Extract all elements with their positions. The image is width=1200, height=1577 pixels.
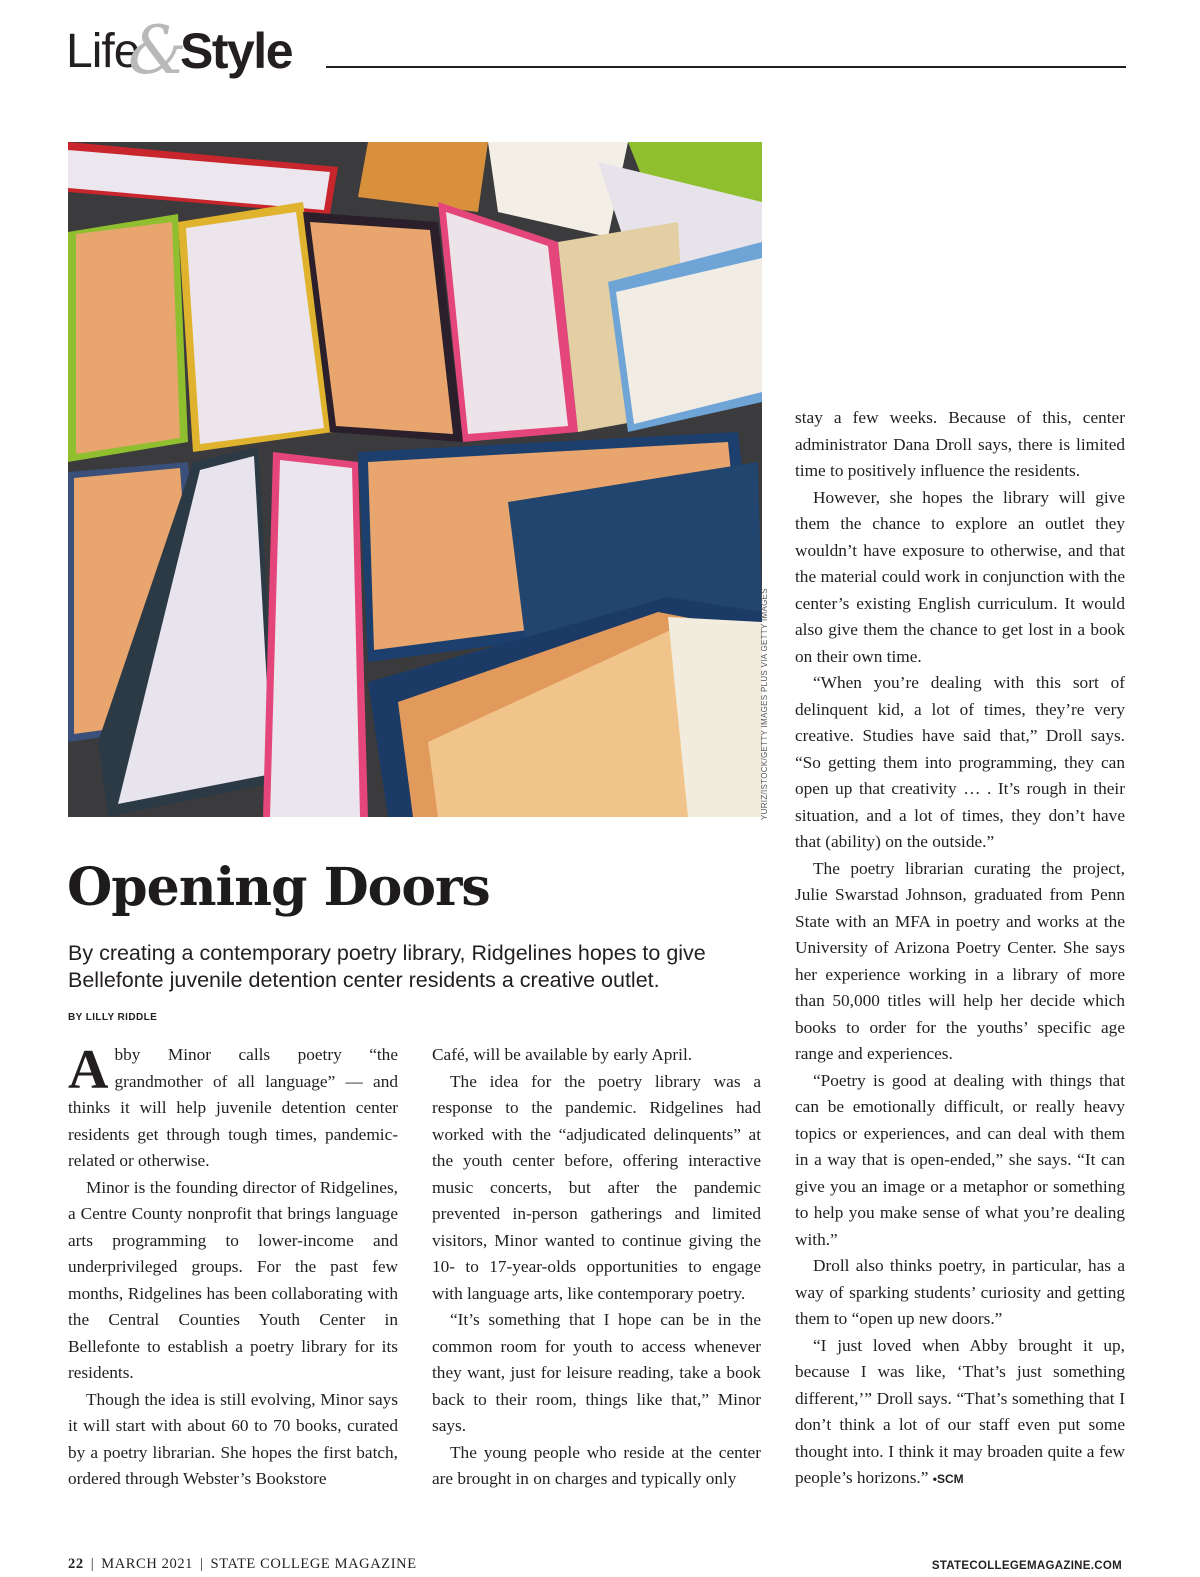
section-label-style: Style <box>180 23 293 79</box>
paragraph: stay a few weeks. Because of this, center administrator Dana Droll says, there is limited time to positively influence the residents. <box>795 408 1125 480</box>
article-byline: BY LILLY RIDDLE <box>68 1012 158 1023</box>
footer-website[interactable]: STATECOLLEGEMAGAZINE.COM <box>931 1560 1122 1572</box>
article-column-1 <box>68 1039 398 1493</box>
paragraph: “Poetry is good at dealing with things that can be emotionally difficult, or really heavy topics or experiences, and can deal with them in a way that is open-ended,” she says. “It can give you an image or a metaphor or something to help you make sense of what you’re dealing with.” <box>795 1070 1125 1249</box>
paragraph: “I just loved when Abby brought it up, because I was like, ‘That’s just something different,’” Droll says. “That’s something that I don’t think a lot of our staff even put some thought into. I think it may broaden quite a few people’s horizons.” •SCM <box>795 1335 1125 1487</box>
article-column-2 <box>432 1042 761 1493</box>
paragraph: Minor is the founding director of Ridgelines, a Centre County nonprofit that brings language arts programming to lower-income and underprivileged groups. For the past few months, Ridgelines has been collaborating with the Central Counties Youth Center in Bellefonte to establish a poetry library for its residents. <box>68 1177 398 1382</box>
footer-folio <box>68 1556 417 1573</box>
footer-separator: | <box>90 1556 95 1572</box>
section-label-life: Life <box>66 25 140 78</box>
paragraph: Abby Minor calls poetry “the grandmother of all language” — and thinks it will help juvenile detention center residents get through tough times, pandemic-related or otherwise. <box>68 1039 398 1170</box>
paragraph: The young people who reside at the center are brought in on charges and typically only <box>432 1442 761 1488</box>
paragraph: However, she hopes the library will give them the chance to explore an outlet they wouldn’t have exposure to otherwise, and that the material could work in conjunction with the center’s existing English curriculum. It would also give them the chance to get lost in a book on their own time. <box>795 487 1125 666</box>
page-number: 22 <box>68 1556 84 1572</box>
section-ampersand: & <box>128 12 187 89</box>
header-rule <box>326 66 1126 68</box>
books-photo <box>68 142 762 817</box>
footer-separator: | <box>200 1556 204 1572</box>
end-mark: •SCM <box>932 1472 964 1486</box>
section-header <box>66 12 1126 89</box>
article-headline: Opening Doors <box>67 857 490 918</box>
article-column-3 <box>795 405 1125 1493</box>
paragraph: Café, will be available by early April. <box>432 1045 693 1064</box>
paragraph: Droll also thinks poetry, in particular, has a way of sparking students’ curiosity and getting them to “open up new doors.” <box>795 1256 1125 1328</box>
article-dek: By creating a contemporary poetry library, Ridgelines hopes to give Bellefonte juvenile detention center residents a creative outlet. <box>68 941 706 992</box>
paragraph: The poetry librarian curating the project, Julie Swarstad Johnson, graduated from Penn State with an MFA in poetry and works at the University of Arizona Poetry Center. She says her experience working in a library of more than 50,000 titles will help her decide which books to order for the youths’ specific age range and experiences. <box>795 858 1125 1063</box>
issue-date: MARCH 2021 <box>101 1556 194 1572</box>
magazine-name: STATE COLLEGE MAGAZINE <box>210 1556 417 1572</box>
paragraph: The idea for the poetry library was a response to the pandemic. Ridgelines had worked with the “adjudicated delinquents” at the youth center before, offering interactive music concerts, but after the pandemic prevented in-person gatherings and limited visitors, Minor wanted to continue giving the 10- to 17-year-olds opportunities to engage with language arts, like contemporary poetry. <box>432 1071 761 1303</box>
paragraph: “It’s something that I hope can be in the common room for youth to access whenever they want, just for leisure reading, take a book back to their room, things like that,” Minor says. <box>432 1310 761 1435</box>
paragraph: Though the idea is still evolving, Minor says it will start with about 60 to 70 books, curated by a poetry librarian. She hopes the first batch, ordered through Webster’s Bookstore <box>68 1389 398 1488</box>
books-illustration <box>68 142 762 817</box>
photo-credit: YURIZ/ISTOCK/GETTY IMAGES PLUS VIA GETTY IMAGES <box>760 588 769 820</box>
drop-cap: A <box>68 1039 109 1101</box>
paragraph: “When you’re dealing with this sort of delinquent kid, a lot of times, they’re very creative. Studies have said that,” Droll says. “So getting them into programming, they can open up that creativity … . It’s rough in their situation, and a lot of times, they don’t have that (ability) on the outside.” <box>795 673 1125 851</box>
